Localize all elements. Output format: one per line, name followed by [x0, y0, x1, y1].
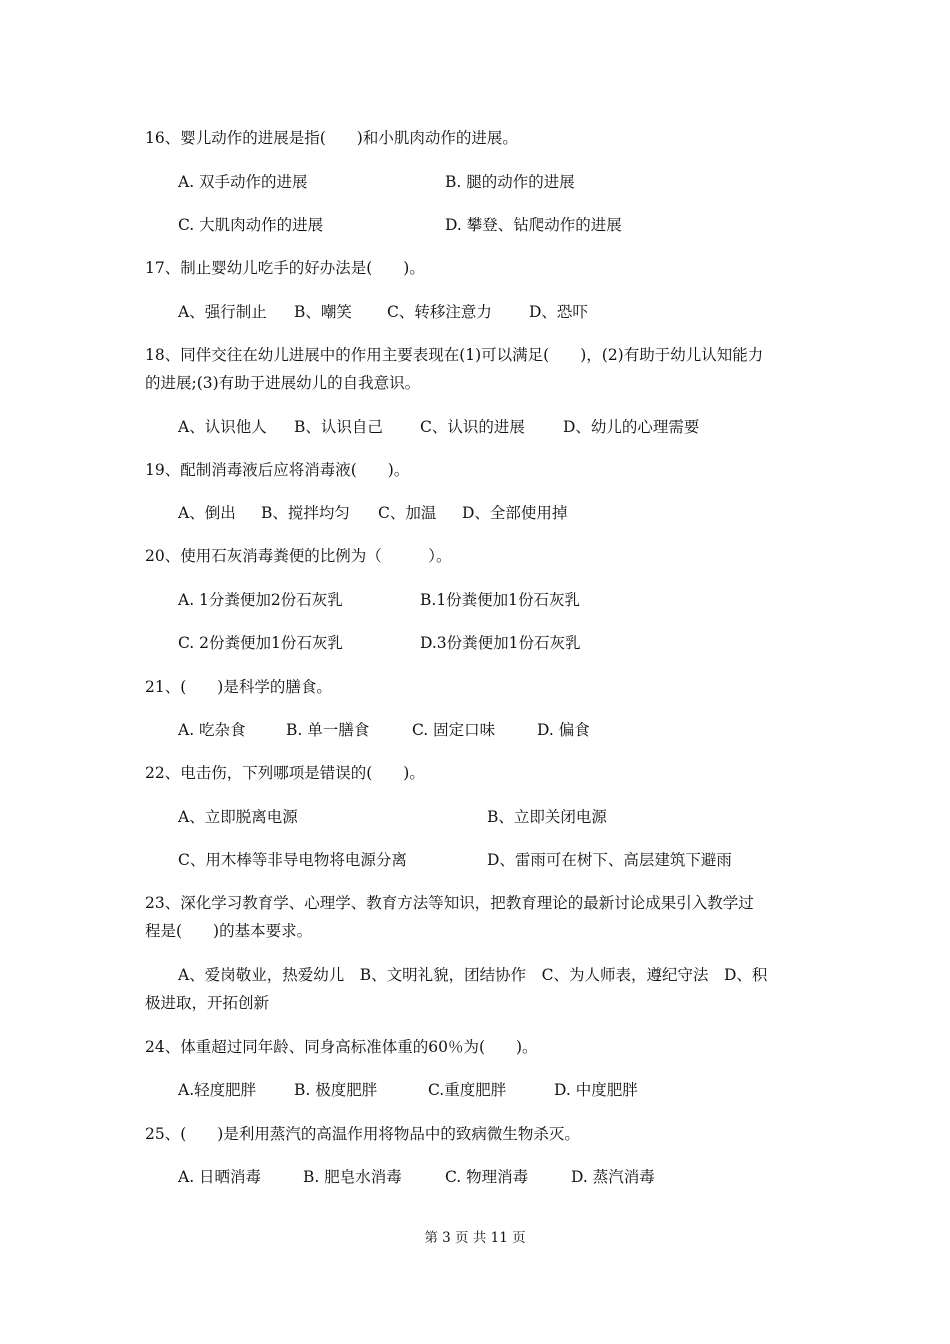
q19-option-b: B、搅拌均匀: [261, 504, 350, 522]
q21-option-c: C. 固定口味: [412, 721, 496, 739]
q16-option-c: C. 大肌肉动作的进展: [178, 216, 324, 234]
q22-option-c: C、用木棒等非导电物将电源分离: [178, 851, 407, 869]
q18-option-b: B、认识自己: [294, 418, 383, 436]
q18-option-a: A、认识他人: [178, 418, 267, 436]
q21-option-a: A. 吃杂食: [178, 721, 246, 739]
q20-option-c: C. 2份粪便加1份石灰乳: [178, 634, 343, 652]
q20-option-a: A. 1分粪便加2份石灰乳: [178, 591, 343, 609]
q22-option-d: D、雷雨可在树下、高层建筑下避雨: [487, 851, 732, 869]
q19-option-c: C、加温: [378, 504, 437, 522]
q25-option-d: D. 蒸汽消毒: [571, 1168, 655, 1186]
question-22-stem: 22、电击伤，下列哪项是错误的( )。: [145, 764, 425, 782]
question-16-stem: 16、婴儿动作的进展是指( )和小肌肉动作的进展。: [145, 129, 518, 147]
question-25-stem: 25、( )是利用蒸汽的高温作用将物品中的致病微生物杀灭。: [145, 1125, 580, 1143]
question-20-stem: 20、使用石灰消毒粪便的比例为（ ）。: [145, 547, 452, 565]
q24-option-a: A.轻度肥胖: [178, 1081, 257, 1099]
q23-options-line-1: A、爱岗敬业，热爱幼儿 B、文明礼貌，团结协作 C、为人师表，遵纪守法 D、积: [178, 966, 768, 984]
q24-option-b: B. 极度肥胖: [294, 1081, 378, 1099]
question-17-stem: 17、制止婴幼儿吃手的好办法是( )。: [145, 259, 425, 277]
q18-option-c: C、认识的进展: [420, 418, 525, 436]
question-21-stem: 21、( )是科学的膳食。: [145, 678, 332, 696]
q19-option-d: D、全部使用掉: [462, 504, 568, 522]
q17-option-a: A、强行制止: [178, 303, 267, 321]
q17-option-c: C、转移注意力: [387, 303, 492, 321]
q18-option-d: D、幼儿的心理需要: [563, 418, 700, 436]
q22-option-b: B、立即关闭电源: [487, 808, 607, 826]
question-18-stem: 18、同伴交往在幼儿进展中的作用主要表现在(1)可以满足( )，(2)有助于幼儿认知能力: [145, 346, 764, 364]
q23-options-line-2: 极进取，开拓创新: [145, 994, 270, 1012]
q16-option-a: A. 双手动作的进展: [178, 173, 308, 191]
question-24-stem: 24、体重超过同年龄、同身高标准体重的60％为( )。: [145, 1038, 538, 1056]
q22-option-a: A、立即脱离电源: [178, 808, 298, 826]
q19-option-a: A、倒出: [178, 504, 236, 522]
question-18-stem-cont: 的进展;(3)有助于进展幼儿的自我意识。: [145, 374, 421, 392]
q24-option-c: C.重度肥胖: [428, 1081, 507, 1099]
q24-option-d: D. 中度肥胖: [554, 1081, 638, 1099]
question-23-stem-cont: 程是( )的基本要求。: [145, 922, 313, 940]
q25-option-c: C. 物理消毒: [445, 1168, 529, 1186]
q17-option-d: D、恐吓: [529, 303, 588, 321]
question-23-stem: 23、深化学习教育学、心理学、教育方法等知识，把教育理论的最新讨论成果引入教学过: [145, 894, 754, 912]
q20-option-d: D.3份粪便加1份石灰乳: [420, 634, 581, 652]
page-number: 第 3 页 共 11 页: [424, 1230, 526, 1246]
q25-option-a: A. 日晒消毒: [178, 1168, 262, 1186]
q20-option-b: B.1份粪便加1份石灰乳: [420, 591, 581, 609]
q21-option-b: B. 单一膳食: [286, 721, 370, 739]
q16-option-d: D. 攀登、钻爬动作的进展: [445, 216, 622, 234]
q16-option-b: B. 腿的动作的进展: [445, 173, 575, 191]
q17-option-b: B、嘲笑: [294, 303, 352, 321]
q25-option-b: B. 肥皂水消毒: [303, 1168, 402, 1186]
question-19-stem: 19、配制消毒液后应将消毒液( )。: [145, 461, 410, 479]
q21-option-d: D. 偏食: [537, 721, 590, 739]
